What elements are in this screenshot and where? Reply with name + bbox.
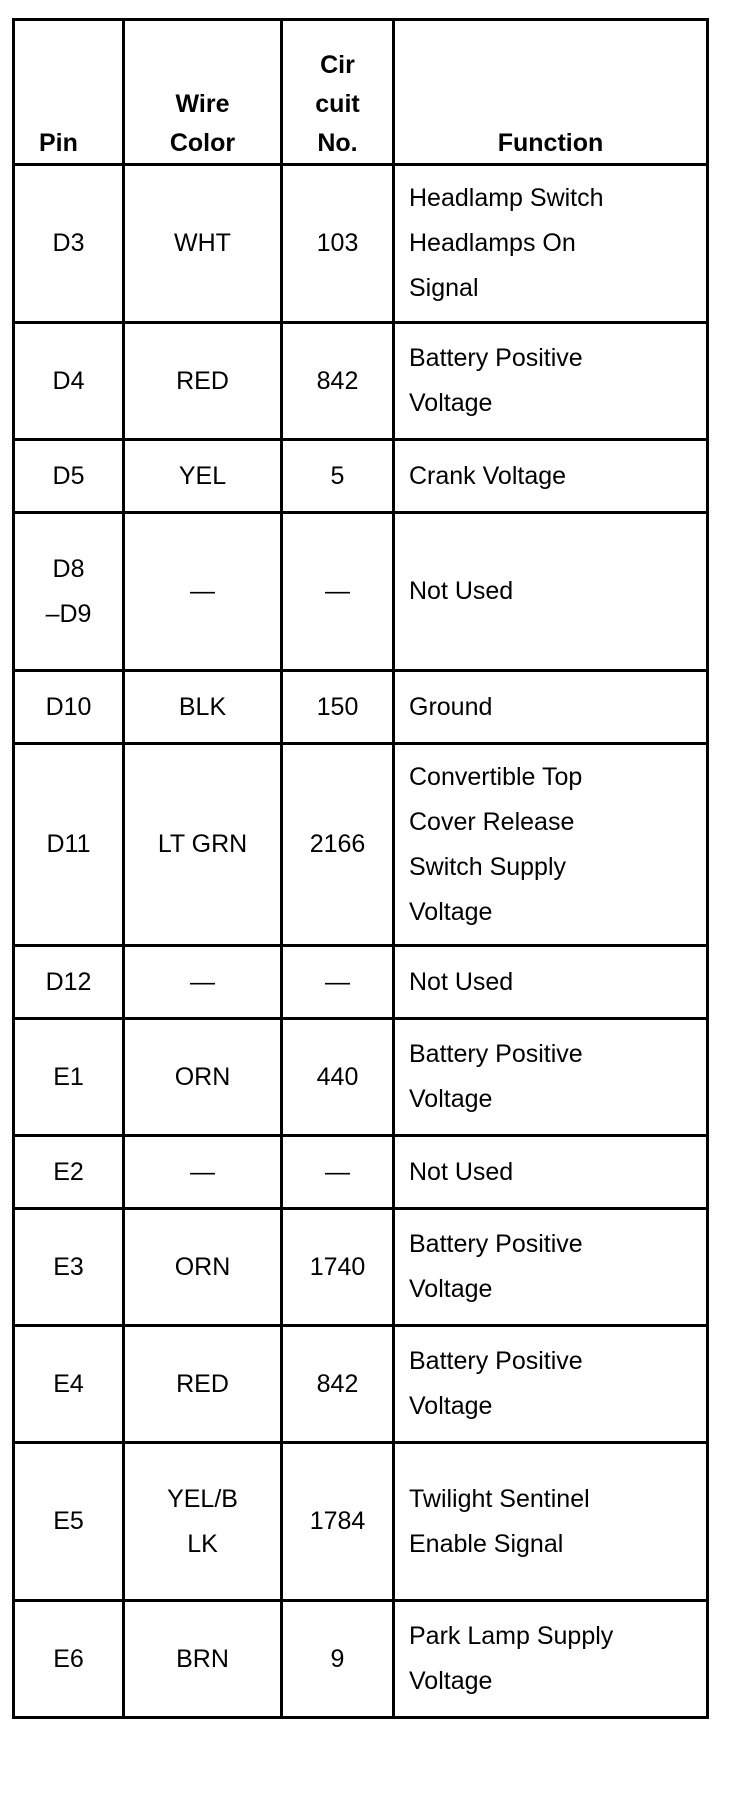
function-cell: Battery Positive Voltage [394,1019,708,1136]
table-row [14,671,708,744]
wire-color-cell: ORN [124,1019,282,1136]
header-circuit-no: Cir cuit No. [282,20,394,165]
circuit-cell: 440 [282,1019,394,1136]
table-row [14,1443,708,1601]
pin-cell: D11 [14,744,124,946]
function-cell: Not Used [394,513,708,671]
table-row [14,440,708,513]
wire-color-cell: YEL/B LK [124,1443,282,1601]
pin-cell: E1 [14,1019,124,1136]
wire-color-cell: — [124,946,282,1019]
header-wire-color: Wire Color [124,20,282,165]
table-row [14,744,708,946]
circuit-cell: — [282,513,394,671]
function-cell: Battery Positive Voltage [394,323,708,440]
wire-color-cell: BRN [124,1601,282,1718]
table-row [14,165,708,323]
function-cell: Park Lamp Supply Voltage [394,1601,708,1718]
pin-cell: D4 [14,323,124,440]
wire-color-cell: BLK [124,671,282,744]
circuit-cell: 1784 [282,1443,394,1601]
header-pin: Pin [14,20,124,165]
circuit-cell: 103 [282,165,394,323]
function-cell: Twilight Sentinel Enable Signal [394,1443,708,1601]
wire-color-cell: — [124,1136,282,1209]
circuit-cell: 842 [282,1326,394,1443]
pin-cell: D3 [14,165,124,323]
function-cell: Battery Positive Voltage [394,1326,708,1443]
function-cell: Crank Voltage [394,440,708,513]
wire-color-cell: ORN [124,1209,282,1326]
header-row [14,20,708,165]
function-cell: Not Used [394,946,708,1019]
wire-color-cell: YEL [124,440,282,513]
wire-color-cell: — [124,513,282,671]
table-row [14,1209,708,1326]
circuit-cell: 842 [282,323,394,440]
table-row [14,1601,708,1718]
wire-color-cell: WHT [124,165,282,323]
function-cell: Headlamp Switch Headlamps On Signal [394,165,708,323]
table-row [14,1326,708,1443]
pin-cell: E3 [14,1209,124,1326]
pin-cell: D12 [14,946,124,1019]
table-row [14,1019,708,1136]
wire-color-cell: RED [124,323,282,440]
header-function: Function [394,20,708,165]
table-row [14,513,708,671]
circuit-cell: 9 [282,1601,394,1718]
table-row [14,323,708,440]
connector-pin-table [12,18,709,1719]
pin-cell: E6 [14,1601,124,1718]
table-row [14,946,708,1019]
function-cell: Battery Positive Voltage [394,1209,708,1326]
circuit-cell: — [282,946,394,1019]
wire-color-cell: RED [124,1326,282,1443]
pin-cell: E2 [14,1136,124,1209]
circuit-cell: 150 [282,671,394,744]
wire-color-cell: LT GRN [124,744,282,946]
pin-cell: D8 –D9 [14,513,124,671]
function-cell: Convertible Top Cover Release Switch Supply Voltage [394,744,708,946]
function-cell: Not Used [394,1136,708,1209]
pin-cell: D10 [14,671,124,744]
pin-cell: E5 [14,1443,124,1601]
circuit-cell: 1740 [282,1209,394,1326]
function-cell: Ground [394,671,708,744]
circuit-cell: — [282,1136,394,1209]
pin-cell: D5 [14,440,124,513]
pin-cell: E4 [14,1326,124,1443]
circuit-cell: 2166 [282,744,394,946]
table-row [14,1136,708,1209]
circuit-cell: 5 [282,440,394,513]
